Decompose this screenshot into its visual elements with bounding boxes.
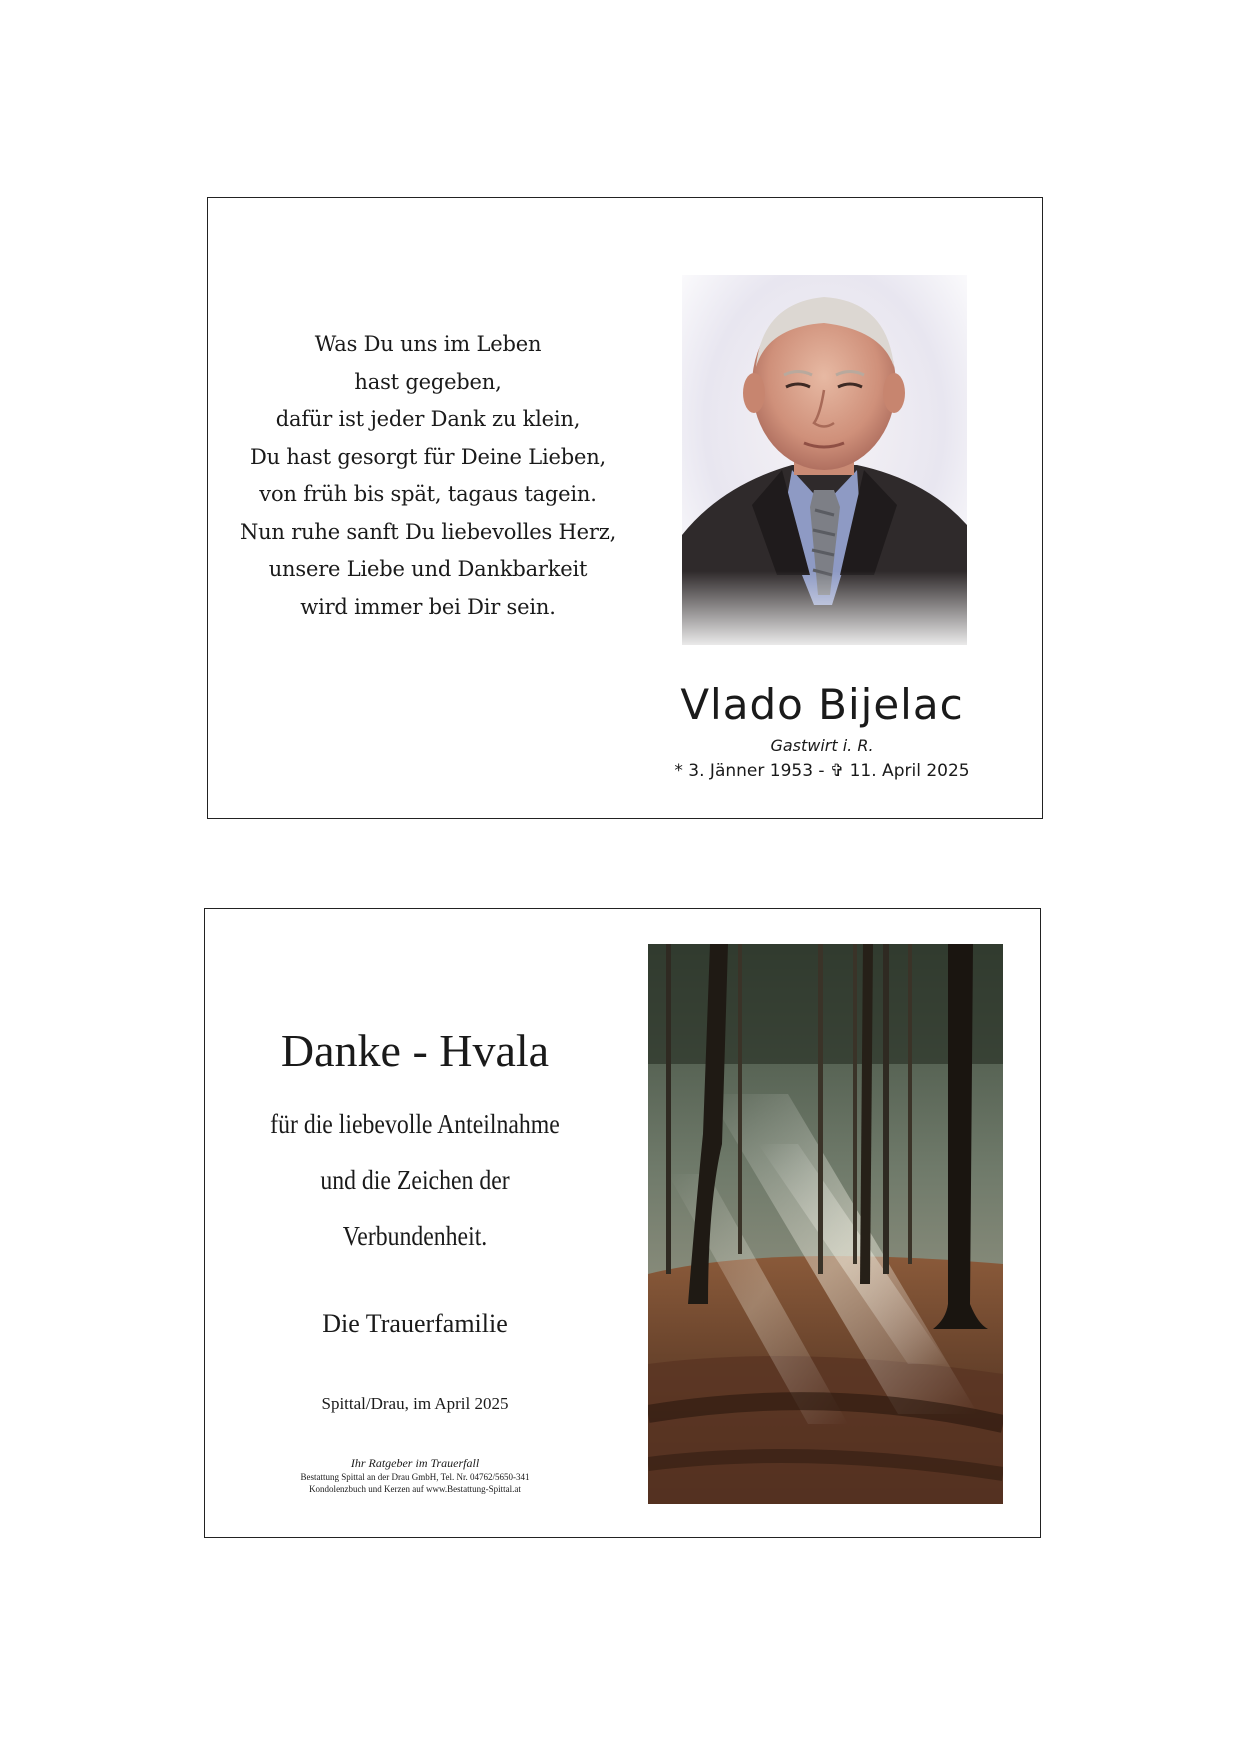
poem-line: Nun ruhe sanft Du liebevolles Herz, xyxy=(239,519,617,544)
undertaker-company: Bestattung Spittal an der Drau GmbH, Tel. Nr. 04762/5650-341 xyxy=(300,1472,530,1482)
deceased-profession: Gastwirt i. R. xyxy=(770,736,874,755)
poem-line: von früh bis spät, tagaus tagein. xyxy=(259,482,597,506)
message-line: Verbundenheit. xyxy=(342,1221,488,1251)
poem-line: hast gegeben, xyxy=(354,369,502,394)
portrait-photo xyxy=(682,275,967,645)
place-date: Spittal/Drau, im April 2025 xyxy=(321,1394,509,1413)
thanks-title: Danke - Hvala xyxy=(280,1025,550,1076)
poem-line: dafür ist jeder Dank zu klein, xyxy=(275,407,581,431)
memorial-poem xyxy=(238,326,618,626)
poem-line: unsere Liebe und Dankbarkeit xyxy=(268,557,588,581)
poem-line: wird immer bei Dir sein. xyxy=(300,594,556,619)
forest-photo xyxy=(648,944,1003,1504)
undertaker-website: Kondolenzbuch und Kerzen auf www.Bestattung-Spittal.at xyxy=(309,1484,521,1494)
message-line: für die liebevolle Anteilnahme xyxy=(270,1109,560,1139)
undertaker-slogan: Ihr Ratgeber im Trauerfall xyxy=(350,1456,480,1470)
family-signature: Die Trauerfamilie xyxy=(322,1309,508,1338)
deceased-name: Vlado Bijelac xyxy=(680,680,964,729)
message-line: und die Zeichen der xyxy=(320,1165,510,1195)
poem-line: Du hast gesorgt für Deine Lieben, xyxy=(249,444,607,469)
memorial-card xyxy=(207,197,1043,819)
life-dates: * 3. Jänner 1953 - ✞ 11. April 2025 xyxy=(674,761,970,781)
thank-you-card xyxy=(204,908,1041,1538)
undertaker-info xyxy=(225,1455,605,1495)
poem-line: Was Du uns im Leben xyxy=(314,332,542,356)
